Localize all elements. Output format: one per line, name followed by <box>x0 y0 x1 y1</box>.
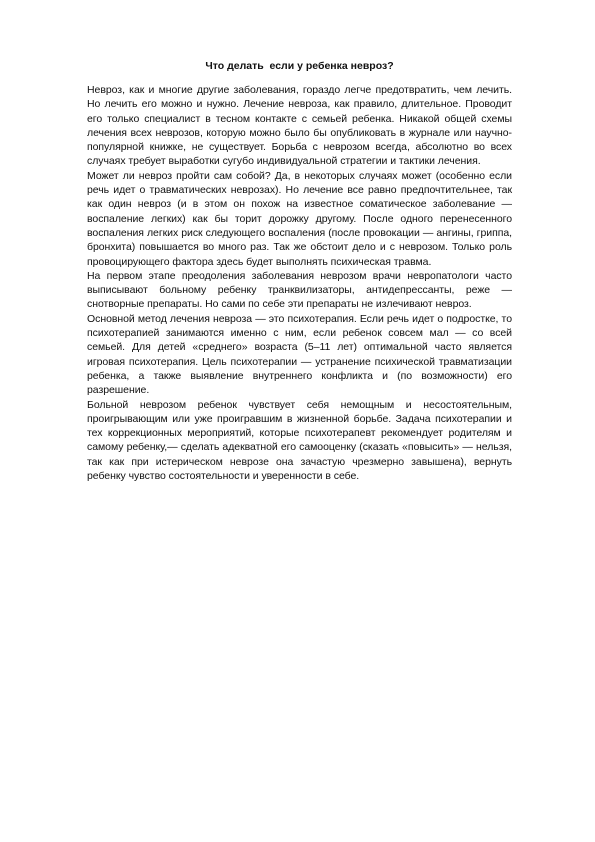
document-title: Что делать если у ребенка невроз? <box>205 60 394 72</box>
paragraph-self-esteem: Больной неврозом ребенок чувствует себя немощным и несостоятельным, проигрывающим или уже проигравшим в жизненной борьбе. Задача психотерапии и тех коррекционных мероприятий, которые психотерапевт рекомендует родителям и самому ребенку,— сделать адекватной его самооценку (сказать «повысить» — нельзя, так как при истерическом неврозе она зачастую чрезмерно завышена), вернуть ребенку чувство состоятельности и уверенности в себе. <box>87 398 512 483</box>
paragraph-intro: Невроз, как и многие другие заболевания, гораздо легче предотвратить, чем лечить. Но лечить его можно и нужно. Лечение невроза, как правило, длительное. Проводит его только специалист в тесном контакте с семьей ребенка. Никакой общей схемы лечения всех неврозов, которую можно было бы опубликовать в журнале или научно-популярной книжке, не существует. Борьба с неврозом всегда, абсолютно во всех случаях требует выработки сугубо индивидуальной стратегии и тактики лечения. <box>87 84 512 168</box>
document-body <box>87 60 512 483</box>
paragraph-psychotherapy: Основной метод лечения невроза — это психотерапия. Если речь идет о подростке, то психотерапией занимаются именно с ним, если ребенок совсем мал — со всей семьей. Для детей «среднего» возраста (5–11 лет) оптимальной часто является игровая психотерапия. Цель психотерапии — устранение психической травматизации ребенка, а также выявление внутреннего конфликта и (по возможности) его разрешение. <box>87 312 512 397</box>
paragraph-medication: На первом этапе преодоления заболевания неврозом врачи невропатологи часто выписывают больному ребенку транквилизаторы, антидепрессанты, реже — снотворные препараты. Но сами по себе эти препараты не излечивают невроз. <box>87 269 512 311</box>
paragraph-self-healing: Может ли невроз пройти сам собой? Да, в некоторых случаях может (особенно если речь идет о травматических неврозах). Но лечение все равно предпочтительнее, так как один невроз (и в этом он похож на известное соматическое заболевание — воспаление легких) как бы торит дорожку другому. После одного перенесенного воспаления легких риск следующего воспаления (после провокации — ангины, гриппа, бронхита) повышается во много раз. Так же обстоит дело и с неврозом. Только роль провоцирующего фактора здесь будет выполнять психическая травма. <box>87 169 512 268</box>
